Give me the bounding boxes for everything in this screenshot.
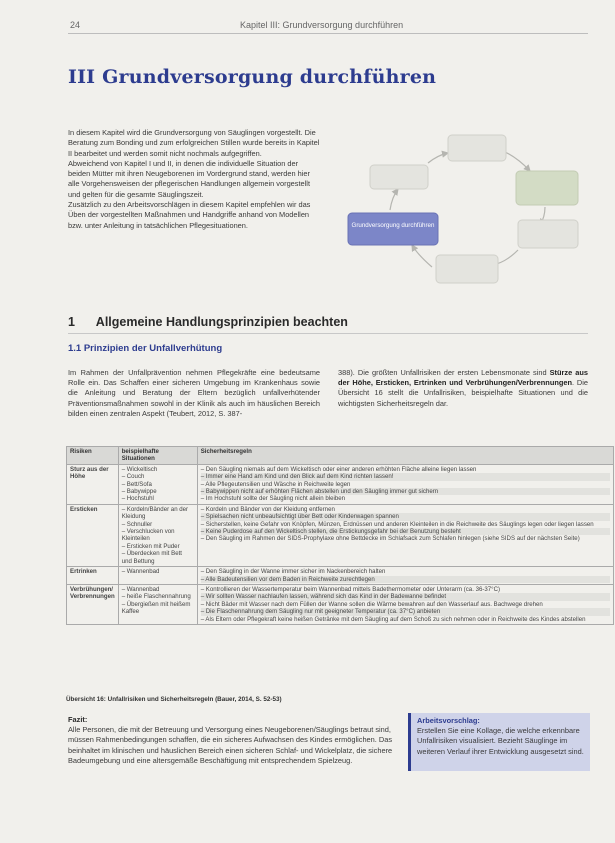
situation-item: – Ersticken mit Puder — [121, 542, 180, 550]
diagram-node-highlight — [348, 213, 438, 245]
section-rule — [68, 333, 588, 334]
intro-paragraph-1: In diesem Kapitel wird die Grundversorgung von Säuglingen vorgestellt. Die Beratung zum Bonding und zum erfolgreichen Stillen wurde bereits in Kapitel II bearbeitet und werden somit nicht nochmals aufgegriffen. — [68, 128, 320, 158]
table-row — [67, 464, 614, 504]
rule-item: – Alle Pflegeutensilien und Wäsche in Reichweite legen — [200, 480, 351, 488]
body-text-right — [338, 368, 588, 409]
table-header-regeln: Sicherheitsregeln — [197, 447, 613, 465]
table-caption: Übersicht 16: Unfallrisiken und Sicherheitsregeln (Bauer, 2014, S. 52-53) — [66, 696, 282, 703]
situation-item: – Kordeln/Bänder an der Kleidung — [121, 505, 189, 521]
section-title: Allgemeine Handlungsprinzipien beachten — [95, 315, 348, 329]
situation-item: – Wannenbad — [121, 585, 160, 593]
situations-cell — [118, 504, 197, 566]
rule-item: – Alle Badeutensilien vor dem Baden in Reichweite zurechtlegen — [201, 576, 610, 583]
risk-table-body — [67, 464, 614, 624]
arbeitsvorschlag-box — [408, 713, 590, 771]
rule-item: – Sicherstellen, keine Gefahr von Knöpfen, Münzen, Erdnüssen und anderen Kleinteilen in die Reichweite des Säuglings legen oder liegen lassen — [200, 520, 594, 528]
diagram-node-highlight-text: Grundversorgung durchführen — [351, 222, 435, 229]
diagram-node-right-top — [516, 171, 578, 205]
body-right-part-2: . Die Übersicht 16 stellt die Unfallrisiken, beispielhafte Situationen und die wichtigsten Sicherheitsregeln dar. — [338, 378, 588, 408]
arbeitsvorschlag-text: Erstellen Sie eine Kollage, die welche erkennbare Unfallrisiken visualisiert. Bezieht Säuglinge im weiteren Verlauf ihrer Entwicklung ausgesetzt sind. — [417, 726, 584, 756]
diagram-node-bottom — [436, 255, 498, 283]
diagram-node-right — [518, 220, 578, 248]
diagram-node-top — [448, 135, 506, 161]
page-number: 24 — [70, 20, 81, 30]
situations-cell — [118, 584, 197, 624]
rule-item: – Keine Puderdose auf den Wickeltisch stellen, die Erstickungsgefahr bei der Benutzung besteht — [201, 528, 610, 535]
rules-cell — [197, 464, 613, 504]
table-header-risiken: Risiken — [67, 447, 119, 465]
rule-item: – Kontrollieren der Wassertemperatur beim Wannenbad mittels Badethermometer oder Unterarm (ca. 36-37°C) — [200, 585, 501, 593]
risk-table — [66, 446, 614, 625]
table-row — [67, 504, 614, 566]
rules-cell — [197, 584, 613, 624]
section-number: 1 — [68, 315, 75, 329]
situation-item: – Überdecken mit Bett und Bettung — [121, 550, 182, 565]
chapter-title: III Grundversorgung durchführen — [68, 66, 437, 88]
rules-cell — [197, 504, 613, 566]
rule-item: – Den Säugling niemals auf dem Wickeltisch oder einer anderen erhöhten Fläche alleine liegen lassen — [200, 465, 477, 473]
rules-cell — [197, 567, 613, 585]
risk-cell: Ersticken — [67, 504, 119, 566]
diagram-node-left — [370, 165, 428, 189]
situation-item: – heiße Flaschennahrung — [121, 593, 191, 601]
diagram-node-highlight-label — [352, 222, 435, 229]
situation-item: – Babywippe — [121, 488, 157, 496]
rule-item: – Im Hochstuhl sollte der Säugling nicht allein bleiben — [200, 495, 345, 503]
rule-item: – Nicht Bäder mit Wasser nach dem Füllen der Wanne sollen die Wärme bewahren auf den Wasserlauf aus. Bachwege drehen — [200, 600, 543, 608]
table-row — [67, 584, 614, 624]
running-header: Kapitel III: Grundversorgung durchführen — [240, 20, 404, 30]
situation-item: – Couch — [121, 473, 145, 481]
situations-cell — [118, 464, 197, 504]
situation-item: – Übergießen mit heißem Kaffee — [121, 600, 191, 616]
table-header-situationen: beispielhafte Situationen — [118, 447, 197, 465]
rule-item: – Kordeln und Bänder von der Kleidung entfernen — [200, 505, 335, 513]
body-right-part-1: 388). Die größten Unfallrisiken der ersten Lebensmonate sind — [338, 368, 550, 377]
subsection-heading: 1.1 Prinzipien der Unfallverhütung — [68, 343, 223, 354]
situation-item: – Verschlucken von Kleinteilen — [121, 528, 175, 543]
rule-item: – Babywippen nicht auf erhöhten Flächen abstellen und den Säugling immer gut sichern — [201, 488, 610, 495]
table-header-row — [67, 447, 614, 465]
process-cycle-diagram — [330, 125, 600, 295]
header-rule — [68, 33, 588, 34]
body-right-bold: Stürze aus der Höhe, Ersticken, Ertrinken und Verbrühungen/Verbrennungen — [338, 368, 588, 388]
situation-item: – Hochstuhl — [121, 495, 154, 503]
risk-cell: Sturz aus der Höhe — [67, 464, 119, 504]
intro-text — [68, 128, 320, 231]
intro-paragraph-3: Zusätzlich zu den Arbeitsvorschlägen in diesem Kapitel empfehlen wir das Üben der vorgestellten Maßnahmen und Handgriffe anhand von Modellen bzw. unter Anleitung in tatsächlichen Pflegesituationen. — [68, 200, 311, 230]
rule-item: – Den Säugling im Rahmen der SIDS-Prophylaxe ohne Bettdecke im Schlafsack zum Schlafen hinlegen (siehe SIDS auf der nächsten Seite) — [200, 535, 580, 543]
situation-item: – Schnuller — [121, 520, 153, 528]
rule-item: – Spielsachen nicht unbeaufsichtigt über Bett oder Kinderwagen spannen — [201, 513, 610, 520]
section-heading-1 — [68, 315, 348, 329]
rule-item: – Den Säugling in der Wanne immer sicher im Nackenbereich halten — [200, 568, 386, 576]
situation-item: – Wickeltisch — [121, 465, 158, 473]
body-text-left: Im Rahmen der Unfallprävention nehmen Pflegekräfte eine bedeutsame Rolle ein. Das Schaffen einer sicheren Umgebung im Krankenhaus sowie die Anleitung und Beratung der Eltern bezüglich unfallverhütender Präventionsmaßnahmen sowohl in der Klinik als auch im häuslichen Bereich bilden einen zentralen Aspekt (Teubert, 2012, S. 387- — [68, 368, 320, 418]
intro-paragraph-2: Abweichend von Kapitel I und II, in denen die individuelle Situation der beiden Mütter mit ihren Neugeborenen im Vordergrund stand, werden hier alle Vorgehensweisen der pflegerischen Handlungen allgemein vorgestellt und gelten für die gesamte Säuglingszeit. — [68, 158, 310, 199]
situations-cell — [118, 567, 197, 585]
fazit-box — [68, 715, 400, 766]
rule-item: – Immer eine Hand am Kind und den Blick auf dem Kind richten lassen! — [201, 473, 610, 480]
risk-cell: Ertrinken — [67, 567, 119, 585]
fazit-text: Alle Personen, die mit der Betreuung und Versorgung eines Neugeborenen/Säuglings betraut sind, müssen Rahmenbedingungen schaffen, die ein sicheres Aufwachsen des Kindes ermöglichen. Das beinhaltet im klinischen und häuslichen Bereich einen sicheren Schlaf- und Wickelplatz, die sichere Badeumgebung und eine altersgemäße Beschäftigung mit entsprechendem Spielzeug. — [68, 725, 393, 765]
rule-item: – Wir sollten Wasser nachlaufen lassen, während sich das Kind in der Badewanne befindet — [201, 593, 610, 600]
situation-item: – Bett/Sofa — [121, 480, 152, 488]
fazit-title: Fazit: — [68, 715, 88, 724]
rule-item: – Die Flaschennahrung dem Säugling nur mit geeigneter Temperatur (ca. 37°C) anbieten — [201, 608, 610, 615]
rule-item: – Als Eltern oder Pflegekraft keine heißen Getränke mit dem Säugling auf dem Schoß zu sich nehmen oder in Reichweite des Kindes abstellen — [200, 615, 586, 623]
table-row — [67, 567, 614, 585]
risk-cell: Verbrühungen/ Verbrennungen — [67, 584, 119, 624]
situation-item: – Wannenbad — [121, 568, 160, 576]
arbeitsvorschlag-title: Arbeitsvorschlag: — [417, 716, 480, 725]
